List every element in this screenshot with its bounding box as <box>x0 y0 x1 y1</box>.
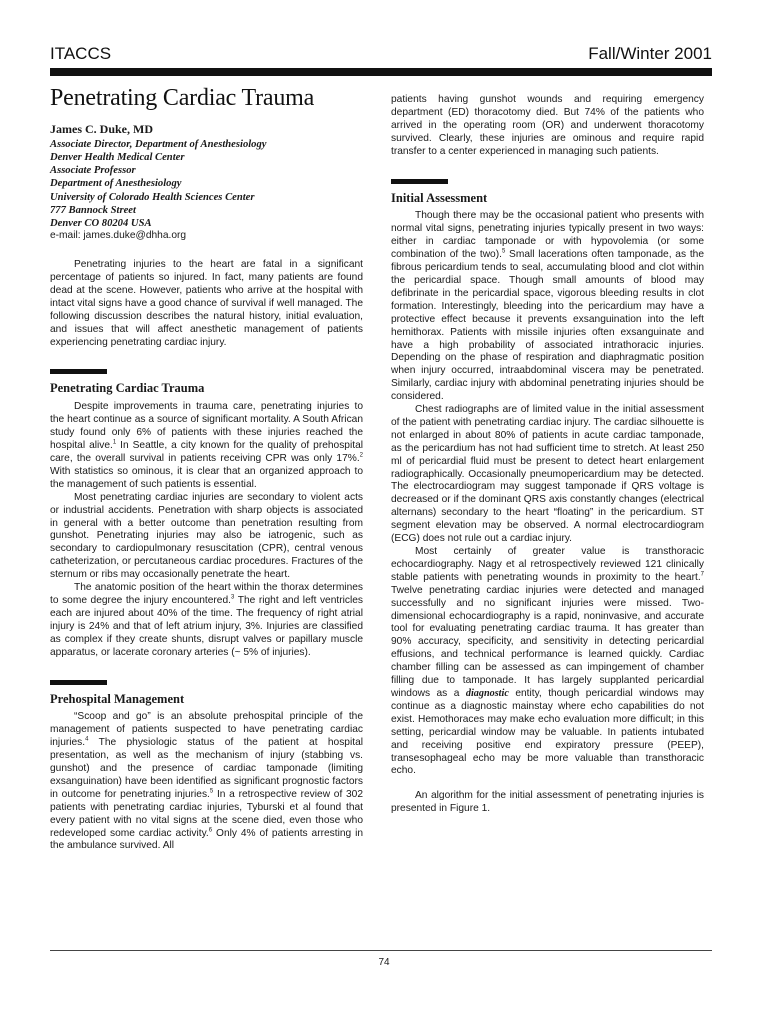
citation-ref: 5 <box>501 248 506 255</box>
author-email: e-mail: james.duke@dhha.org <box>50 230 187 242</box>
citation-ref: 2 <box>359 452 363 459</box>
section-penetrating-cardiac-trauma <box>50 369 363 659</box>
affiliation-line: Department of Anesthesiology <box>50 178 182 190</box>
text-run: entity, though pericardial windows may continue as a diagnostic mainstay where echo capabilities do not exist. Hemothoraces may make echo evaluation more difficult; in this setting, pericardial window may be valuable. In patients intubated and receiving positive end expiratory pressure (PEEP), transesophageal echo may be more valuable than transthoracic echo. <box>391 687 704 777</box>
text-run: Small lacerations often tamponade, as the fibrous pericardium tends to seal, accumulating blood and clot within the pericardial space. Though small amounts of blood may defibrinate in the pericardial space, vigorous bleeding results in clot formation. Interestingly, bleeding into the pericardium may have a protective effect because it prevents exsanguination into the left hemithorax. Patients with missile injuries often exsanguinate and have a high probability of associated intrathoracic injuries. Depending on the phase of respiration and diaphragmatic position when injury occurred, intraabdominal viscera may be penetrated. Similarly, cardiac injury with abdominal penetrating injuries should be considered. <box>391 249 704 403</box>
author-name: James C. Duke, MD <box>50 121 153 136</box>
citation-ref: 7 <box>700 571 704 578</box>
issue-date: Fall/Winter 2001 <box>588 44 712 63</box>
text-run: With statistics so ominous, it is clear that an organized approach to the management of such patients is essential. <box>50 465 363 490</box>
body-paragraph-continued: patients having gunshot wounds and requiring emergency department (ED) thoracotomy died. But 74% of the patients who arrived in the operating room (OR) and underwent thoracotomy survived. Clearly, these injuries are ominous and require rapid transfer to a center experienced in managing such patients. <box>391 94 704 157</box>
body-paragraph <box>391 210 704 404</box>
italic-term: diagnostic <box>465 687 509 699</box>
paragraph-gap <box>391 778 704 790</box>
citation-ref: 3 <box>230 594 235 601</box>
affiliation-line: Associate Director, Department of Anesthesiology <box>50 138 267 150</box>
affiliation-line: 777 Bannock Street <box>50 204 136 216</box>
right-column <box>391 94 704 816</box>
section-initial-assessment <box>391 179 704 817</box>
citation-ref: 6 <box>208 827 213 834</box>
text-run: In Seattle, a city known for the quality of prehospital care, the overall survival in patients receiving CPR was only 17%. <box>50 440 364 465</box>
affiliation-line: Associate Professor <box>50 165 136 177</box>
text-run: In a retrospective review of 302 patients with penetrating cardiac injuries, Tyburski et al found that every patient with no vital signs at the scene died, even those who redeveloped some cardiac activity. <box>50 788 364 839</box>
citation-ref: 4 <box>85 736 89 743</box>
left-column <box>50 85 364 853</box>
affiliation-line: University of Colorado Health Sciences Center <box>50 191 255 203</box>
section-bar <box>391 179 448 184</box>
text-run: Only 4% of patients arresting in the ambulance survived. All <box>50 827 364 852</box>
text-run: Despite improvements in trauma care, penetrating injuries to the heart continue as a source of significant mortality. A South African study found only 6% of patients with these injuries reached the hospital alive. <box>50 401 363 452</box>
text-run: Twelve penetrating cardiac injuries were detected and managed successfully and no significant injuries were missed. Two-dimensional echocardiography is a rapid, noninvasive, and accurate tool for evaluating penetrating cardiac trauma. It has greater than 90% accuracy, specificity, and sensitivity in detecting pericardial effusions, and technical performance is learned quickly. Cardiac chamber filling can be assessed as can impingement of chamber filling due to tamponade. It has largely supplanted pericardial windows as a <box>391 584 704 699</box>
body-paragraph <box>50 711 363 853</box>
text-run: The anatomic position of the heart within the thorax determines to some degree the injury encountered. <box>50 582 363 606</box>
section-title: Prehospital Management <box>50 691 185 706</box>
section-title: Initial Assessment <box>391 190 488 205</box>
article-title: Penetrating Cardiac Trauma <box>50 85 315 111</box>
text-run: “Scoop and go” is an absolute prehospital principle of the management of patients suspected to have penetrating cardiac injuries. <box>50 711 363 749</box>
page-number: 74 <box>378 957 390 968</box>
body-paragraph: Most penetrating cardiac injuries are secondary to violent acts or industrial accidents. Penetration with sharp objects is associated in general with a better outcome than penetration resulting from gunshot. Penetrating injuries may also be iatrogenic, such as secondary to cardiopulmonary resuscitation (CPR), central venous catheterization, or percutaneous cardiac procedures. Fractures of the sternum or ribs may occasionally penetrate the heart. <box>50 491 363 581</box>
header-rule <box>50 68 712 76</box>
text-run: Most certainly of greater value is transthoracic echocardiography. Nagy et al retrospectively reviewed 121 clinically stable patients with penetrating wounds in proximity to the heart. <box>391 546 704 583</box>
text-run: The physiologic status of the patient at hospital presentation, as well as the mechanism of injury (stabbing vs. gunshot) and the presence of cardiac tamponade (limiting exsanguination) have been identified as significant prognostic factors in outcome for penetrating injuries. <box>50 737 363 800</box>
citation-ref: 5 <box>209 788 214 795</box>
body-paragraph: Chest radiographs are of limited value in the initial assessment of the patient with penetrating cardiac injury. The cardiac silhouette is not enlarged in about 80% of patients in acute cardiac tamponade, as the pericardium has not had sufficient time to stretch. At least 250 ml of pericardial fluid must be present to detect heart enlargement radiographically. Occasionally pneumopericardium may be detected. The electrocardiogram may suggest tamponade if QRS voltage is decreased or if the dominant QRS axis constantly changes (electrical alternans) secondary to the heart “floating” in the pericardium. ST segment elevation may be observed. A normal electrocardiogram (ECG) does not rule out a cardiac injury. <box>391 404 704 545</box>
affiliation-line: Denver Health Medical Center <box>50 152 185 164</box>
section-prehospital-management <box>50 680 363 854</box>
affiliation-line: Denver CO 80204 USA <box>50 218 152 230</box>
intro-paragraph: Penetrating injuries to the heart are fatal in a significant percentage of patients so injured. In fact, many patients are found dead at the scene. However, patients who arrive at the hospital with intact vital signs have a good chance of survival if well managed. The following discussion describes the natural history, initial evaluation, and issues that will affect anesthetic management of patients experiencing penetrating cardiac injury. <box>50 259 363 348</box>
section-bar <box>50 680 107 685</box>
section-bar <box>50 369 107 374</box>
footer-rule <box>50 950 712 951</box>
citation-ref: 1 <box>112 439 117 446</box>
body-paragraph <box>50 582 363 659</box>
text-run: Though there may be the occasional patient who presents with normal vital signs, penetrating injuries typically present in two ways: either in cardiac tamponade or with hypovolemia (or some combination of the two). <box>391 210 704 261</box>
section-title: Penetrating Cardiac Trauma <box>50 381 205 396</box>
body-paragraph <box>391 546 704 778</box>
body-paragraph: An algorithm for the initial assessment of penetrating injuries is presented in Figure 1. <box>391 790 704 815</box>
journal-name: ITACCS <box>50 44 112 63</box>
author-affiliations <box>50 138 363 230</box>
body-paragraph <box>50 401 363 491</box>
text-run: The right and left ventricles each are injured about 40% of the time. The frequency of right atrial injury is 24% and that of left atrium injury, 3%. Injuries are classified as complex if they create shunts, disrupt valves or papillary muscle apparatus, or lacerate coronary arteries (~ 5% of injuries). <box>50 594 363 658</box>
